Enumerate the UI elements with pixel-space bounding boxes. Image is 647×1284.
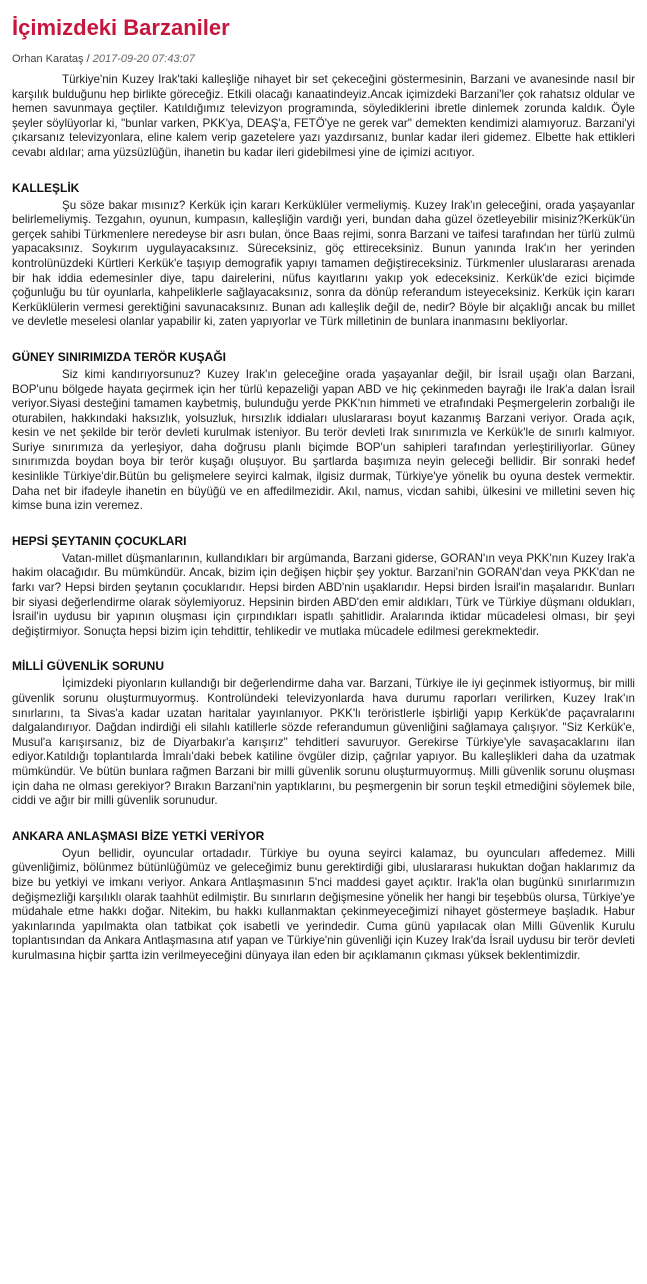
section-body: Oyun bellidir, oyuncular ortadadır. Türkiye bu oyuna seyirci kalamaz, bu oyuncuları affedemez. Milli güvenliğimiz, bölünmez bütünlüğümüz ve geleceğimiz bunu gerektirdiği gibi, uluslararası hukuktan doğan haklarımız da bize bu yetkiyi ve imkanı veriyor. Ankara Antlaşmasının 5'nci maddesi gayet açıktır. Irak'la olan bugünkü sınırlarımızın değişmezliği karşılıklı olarak taahhüt edilmiştir. Bu sınırların değişmesine yönelik her hangi bir teşebbüs olursa, Türkiye'ye müdahale etme hakkı doğar. Nitekim, bu hakkı kullanmaktan çekinmeyeceğimizi nihayet göstermeye başladık. Habur yakınlarında yapılmakta olan tatbikat çok isabetli ve yerindedir. Cuma günü yapılacak olan Milli Güvenlik Kurulu toplantısından da Ankara Antlaşmasına atıf yapan ve Türkiye'nin güvenliği için Kuzey Irak'da İsrail uydusu bir terör devleti kurulmasına hiçbir şartta izin verilmeyeceğini dünyaya ilan eden bir açıklamanın çıkması yüksek beklentimizdir.	[12, 846, 635, 962]
section-body: Şu söze bakar mısınız? Kerkük için kararı Kerküklüler vermeliymiş. Kuzey Irak'ın geleceğini, orada yaşayanlar belirlemeliymiş. Tezgahın, oyunun, kumpasın, kalleşliğin vardığı yeri, bundan daha güzel özetleyebilir misiniz?Kerkük'ün gerçek sahibi Türkmenlere neredeyse bir asrı bulan, önce Baas rejimi, sonra Barzani ve taifesi tarafından her türlü zulmü yapacaksınız. Soykırım uygulayacaksınız. Süreceksiniz, göç ettireceksiniz. Bunun yanında Irak'ın her yerinden kontrolünüzdeki Kürtleri Kerkük'e taşıyıp demografik yapıyı tamamen değiştireceksiniz. Türkmenler uluslararası arenada bir hak iddia edemesinler diye, tapu dairelerini, nüfus kayıtlarını yakıp yok edeceksiniz. Kerkük'de ezici biçimde çoğunluğu bu tür oyunlarla, kahpeliklerle sağlayacaksınız, sonra da dönüp referandum isteyeceksiniz. Kerkük için kararı Kerküklülerin vermesi gerektiğini savunacaksınız. Bunan adı kalleşlik değil de, nedir? Böyle bir alçaklığı ancak bu millet ve devletle meselesi olanlar yapabilir ki, zaten yapıyorlar ve Türk milletinin de bunlara inanmasını bekliyorlar.	[12, 198, 635, 329]
article-title: İçimizdeki Barzaniler	[12, 15, 230, 40]
author-name[interactable]: Orhan Karataş	[12, 53, 84, 65]
publish-date: 2017-09-20 07:43:07	[92, 53, 195, 65]
section-heading: ANKARA ANLAŞMASI BİZE YETKİ VERİYOR	[12, 828, 265, 843]
section-body: Siz kimi kandırıyorsunuz? Kuzey Irak'ın geleceğine orada yaşayanlar değil, bir İsrail uşağı olan Barzani, BOP'unu bölgede hayata geçirmek için her türlü kepazeliği yapan ABD ve hiç çekinmeden bayrağı ile Irak'a dalan İsrail veriyor.Siyasi desteğini tamamen kaybetmiş, bulunduğu yerde PKK'nın himmeti ve etrafındaki Peşmergelerin zorbalığı ile oturabilen, hakkındaki haksızlık, yolsuzluk, hırsızlık iddiaları uluslararası boyut kazanmış Barzani veriyor. Orada açık, kesin ve net şekilde bir terör devleti kurulmak isteniyor. Bu terör devleti Irak sınırımızla ve Kerkük'le de sınırlı kalmıyor. Suriye sınırımıza da yerleşiyor, daha doğrusu planlı biçimde BOP'un sahipleri tarafından yerleştiriliyorlar. Güney sınırımızda boydan boya bir terör kuşağı oluşuyor. Bu şartlarda başımıza neyin geleceği bellidir. Bir sonraki hedef kesinlikle Türkiye'dir.Bütün bu gelişmelere seyirci kalmak, ilgisiz durmak, Türkiye'ye yönelik bu oyuna destek vermektir. Daha net bir ifadeyle ihanetin en büyüğü ve en affedilmezidir. Akıl, namus, vicdan sahibi, ülkesini ve milletini seven hiç kimse buna izin veremez.	[12, 367, 635, 513]
section-heading: MİLLİ GÜVENLİK SORUNU	[12, 659, 164, 674]
section-heading: GÜNEY SINIRIMIZDA TERÖR KUŞAĞI	[12, 349, 227, 364]
section-body: Vatan-millet düşmanlarının, kullandıkları bir argümanda, Barzani giderse, GORAN'ın veya PKK'nın Kuzey Irak'a hakim olacağıdır. Bu mümkündür. Ancak, bizim için değişen hiçbir şey yoktur. Barzani'nin GORAN'dan veya PKK'dan ne farkı var? Hepsi birden şeytanın çocuklarıdır. Hepsi birden ABD'nin uşaklarıdır. Hepsi birden İsrail'in maşalarıdır. Bunları bir siyasi değerlendirme olarak söylemiyoruz. Hepsinin birden ABD'den emir aldıkları, Türk ve Türkiye düşmanı oldukları, İsrail'in uydusu bir yapının oluşması için çırpındıkları ispatlı şahitlidir. Aralarında iktidar mücadelesi olması, bir şeyi değiştirmiyor. Sonuçta hepsi bizim için tehdittir, tehlikedir ve mutlaka mücadele edilmesi gerekmektedir.	[12, 551, 635, 638]
section-body: İçimizdeki piyonların kullandığı bir değerlendirme daha var. Barzani, Türkiye ile iyi geçinmek istiyormuş, bir milli güvenlik sorunu oluşturmuyormuş. Kontrolündeki televizyonlarda hava durumu raporları verilirken, Kuzey Irak'ın sınırlarını, ta Sivas'a kadar uzatan haritalar yayınlanıyor. PKK'lı teröristlerle işbirliği yapıp Kerkük'de paçavralarını dalgalandırıyor. Dağdan indirdiği eli silahlı katillerle sözde referandumun güvenliğini sağlamaya çalışıyor. "Siz Kerkük'e, Musul'a karışırsanız, biz de Diyarbakır'a karışırız" tehditleri savuruyor. Gerekirse Türkiye'yle savaşacaklarını ilan ediyor.Katıldığı toplantılarda İmralı'daki bebek katiline övgüler dizip, çağrılar yapıyor. Bu kalleşlikleri daha da uzatmak mümkündür. Ve bütün bunlara rağmen Barzani bir milli güvenlik sorunu oluşturmuyormuş. Milli güvenlik sorunu oluşması için daha ne olması gerekiyor? Bırakın Barzani'nin yaptıklarını, bu peşmergenin bir sorun teşkil etmediğini söylemek bile, ciddi ve ağır bir milli güvenlik sorunudur.	[12, 677, 635, 808]
article-meta	[12, 52, 635, 66]
section-heading: HEPSİ ŞEYTANIN ÇOCUKLARI	[12, 533, 187, 548]
meta-separator: /	[83, 53, 93, 65]
intro-paragraph: Türkiye'nin Kuzey Irak'taki kalleşliğe nihayet bir set çekeceğini göstermesinin, Barzani ve avanesinde nasıl bir karşılık bulduğunu hep birlikte göreceğiz. Etkili olacağı kanaatindeyiz.Ancak içimizdeki Barzani'ler çok rahatsız oldular ve hemen savunmaya geçtiler. Katıldığımız televizyon programında, söylediklerini ibretle dinlemek zorunda kaldık. Öyle şeyler söylüyorlar ki, "bunlar varken, PKK'ya, DEAŞ'a, FETÖ'ye ne gerek var" demekten kendimizi alamıyoruz. Barzani'yi çıkarsanız televizyonlara, eline kalem verip gazetelere yazı yazdırsanız, bunlar kadar ileri gidemez. Elbette hak ettikleri cevabı aldılar; ama yüzsüzlüğün, ihanetin bu kadar ileri gidebilmesi yine de içimizi acıtıyor.	[12, 73, 635, 159]
section-heading: KALLEŞLİK	[12, 180, 80, 195]
